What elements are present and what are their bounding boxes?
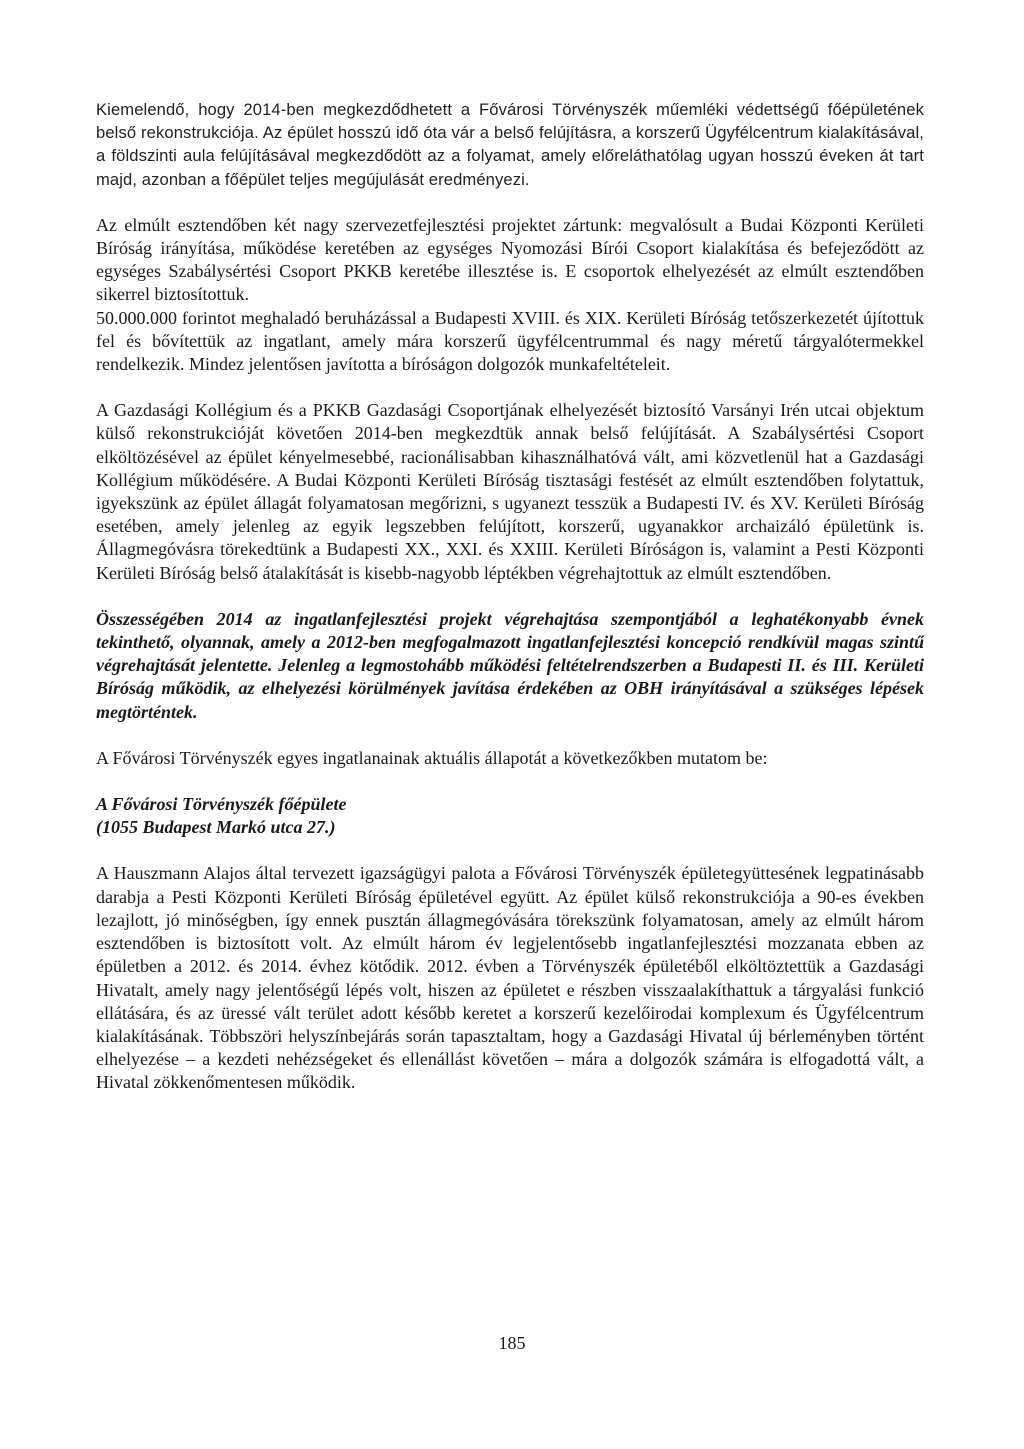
paragraph-properties-intro: A Fővárosi Törvényszék egyes ingatlanainak aktuális állapotát a következőkben mutatom be: xyxy=(96,747,768,768)
paragraph-summary-2014: Összességében 2014 az ingatlanfejlesztési projekt végrehajtása szempontjából a leghatékonyabb évnek tekinthető, olyannak, amely a 2012-ben megfogalmazott ingatlanfejlesztési koncepció rendkívül magas szintű végrehajtását jelentette. Jelenleg a legmostohább működési feltételrendszerben a Budapesti II. és III. Kerületi Bíróság működik, az elhelyezési körülmények javítása érdekében az OBH irányításával a szükséges lépések megtörténtek. xyxy=(96,608,924,722)
paragraph-organizational-projects: Az elmúlt esztendőben két nagy szervezetfejlesztési projektet zártunk: megvalósult a Budai Központi Kerületi Bíróság irányítása, működése keretében az egységes Nyomozási Bírói Csoport kialakítása és befejeződött az egységes Szabálysértési Csoport PKKB keretébe illesztése is. E csoportok elhelyezését az elmúlt esztendőben sikerrel biztosítottuk. xyxy=(96,214,924,305)
paragraph-district-court-investment: 50.000.000 forintot meghaladó beruházással a Budapesti XVIII. és XIX. Kerületi Bíróság tetőszerkezetét újítottuk fel és bővítettük az ingatlant, amely mára korszerű ügyfélcentrummal és nagy méretű tárgyalótermekkel rendelkezik. Mindez jelentősen javította a bíróságon dolgozók munkafeltételeit. xyxy=(96,307,924,375)
section-heading-main-building xyxy=(96,793,924,839)
heading-address: (1055 Budapest Markó utca 27.) xyxy=(96,817,336,838)
document-page xyxy=(96,98,924,1095)
paragraph-hauszmann-palace: A Hauszmann Alajos által tervezett igazságügyi palota a Fővárosi Törvényszék épületegyüttesének legpatinásabb darabja a Pesti Központi Kerületi Bíróság épületével együtt. Az épület külső rekonstrukciója a 90-es években lezajlott, jó minőségben, így ennek pusztán állagmegóvására törekszünk folyamatosan, amely az elmúlt három esztendőben is biztosított volt. Az elmúlt három év legjelentősebb ingatlanfejlesztési mozzanata ebben az épületben a 2012. és 2014. évhez kötődik. 2012. évben a Törvényszék épületéből elköltöztettük a Gazdasági Hivatalt, amely nagy jelentőségű lépés volt, hiszen az épületet e részben visszaalakíthattuk a tárgyalási funkció ellátására, és az üressé vált terület adott később keretet a korszerű kezelőirodai komplexum és Ügyfélcentrum kialakításának. Többszöri helyszínbejárás során tapasztaltam, hogy a Gazdasági Hivatal új bérleményben történt elhelyezése – a kezdeti nehézségeket és ellenállást követően – mára a dolgozók számára is elfogadottá vált, a Hivatal zökkenőmentesen működik. xyxy=(96,863,924,1093)
heading-title: A Fővárosi Törvényszék főépülete xyxy=(96,794,347,815)
paragraph-headquarters-reconstruction: Kiemelendő, hogy 2014-ben megkezdődhetett a Fővárosi Törvényszék műemléki védettségű főépületének belső rekonstrukciója. Az épület hosszú idő óta vár a belső felújításra, a korszerű Ügyfélcentrum kialakításával, a földszinti aula felújításával megkezdődött az a folyamat, amely előreláthatólag ugyan hosszú éveken át tart majd, azonban a főépület teljes megújulását eredményezi. xyxy=(96,100,924,189)
paragraph-economic-college-building: A Gazdasági Kollégium és a PKKB Gazdasági Csoportjának elhelyezését biztosító Varsányi Irén utcai objektum külső rekonstrukcióját követően 2014-ben megkezdtük annak belső felújítását. A Szabálysértési Csoport elköltözésével az épület kényelmesebbé, racionálisabban kihasználhatóvá vált, ami közvetlenül hat a Gazdasági Kollégium működésére. A Budai Központi Kerületi Bíróság tisztasági festését az elmúlt esztendőben folytattuk, igyekszünk az épület állagát folyamatosan megőrizni, s ugyanezt tesszük a Budapesti IV. és XV. Kerületi Bíróság esetében, amely jelenleg az egyik legszebben felújított, korszerű, ugyanakkor archaizáló épületünk is. Állagmegóvásra törekedtünk a Budapesti XX., XXI. és XXIII. Kerületi Bíróságon is, valamint a Pesti Központi Kerületi Bíróság belső átalakítását is kisebb-nagyobb léptékben végrehajtottuk az elmúlt esztendőben. xyxy=(96,400,924,583)
page-number: 185 xyxy=(498,1333,526,1353)
